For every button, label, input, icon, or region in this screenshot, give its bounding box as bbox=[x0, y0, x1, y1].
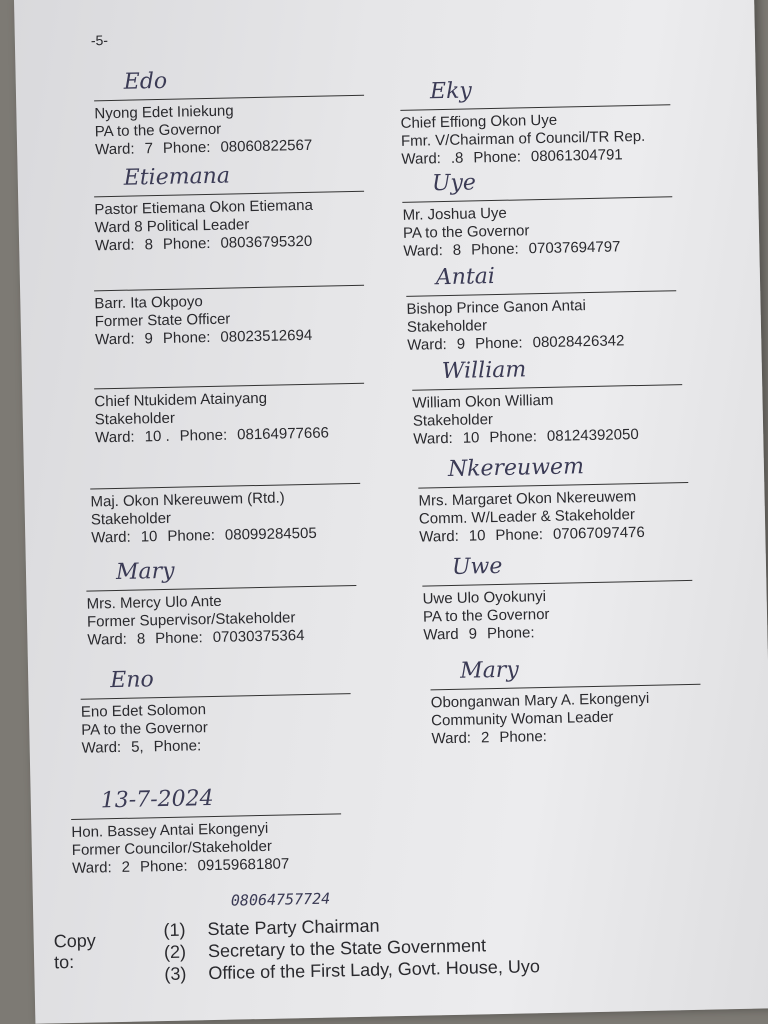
signatory-entry bbox=[94, 68, 395, 159]
signature: Etiemana bbox=[123, 163, 231, 191]
signatory-entry bbox=[406, 263, 707, 355]
phone-label: Phone: bbox=[162, 234, 211, 253]
phone-label: Phone: bbox=[167, 526, 216, 545]
phone-value: 08099284505 bbox=[224, 524, 317, 544]
signature: 13-7-2024 bbox=[100, 785, 214, 814]
phone-label: Phone: bbox=[179, 426, 228, 445]
ward-value: 9 bbox=[456, 335, 466, 353]
ward-label: Ward: bbox=[87, 630, 128, 649]
ward-label: Ward: bbox=[94, 236, 135, 255]
phone-label: Phone: bbox=[470, 240, 519, 259]
ward-value: .8 bbox=[450, 149, 464, 167]
phone-label: Phone: bbox=[499, 728, 548, 746]
signatory-role: PA to the Governor bbox=[402, 222, 530, 242]
signatory-entry bbox=[94, 284, 395, 349]
signatory-role: Former Supervisor/Stakeholder bbox=[86, 609, 296, 631]
signatory-name: Chief Effiong Okon Uye bbox=[400, 111, 558, 132]
phone-label: Phone: bbox=[474, 334, 523, 353]
ward-label: Ward: bbox=[431, 729, 472, 748]
signatory-role: Former State Officer bbox=[94, 310, 231, 331]
ward-value: 8 bbox=[136, 630, 146, 648]
ward-value: 5, bbox=[130, 738, 144, 756]
ward-value: 7 bbox=[144, 140, 154, 158]
signatory-role: Stakeholder bbox=[406, 317, 488, 336]
signature: Mary bbox=[459, 657, 519, 684]
signatory-entry bbox=[71, 785, 372, 878]
document-page bbox=[14, 0, 768, 1024]
signatory-entry bbox=[422, 553, 723, 644]
phone-value: 07037694797 bbox=[528, 238, 621, 258]
phone-label: Phone: bbox=[473, 148, 522, 167]
copy-item-number: (3) bbox=[164, 963, 187, 985]
ward-label: Ward: bbox=[413, 429, 453, 448]
ward-value: 10 bbox=[468, 527, 486, 545]
signatory-name: William Okon William bbox=[412, 391, 554, 412]
signatory-entry bbox=[80, 667, 382, 757]
signatory-name: Mr. Joshua Uye bbox=[402, 204, 507, 224]
ward-value: 10 . bbox=[144, 427, 170, 446]
signature: Mary bbox=[115, 558, 175, 585]
phone-label: Phone: bbox=[162, 328, 211, 347]
copy-item-number: (2) bbox=[163, 941, 187, 963]
signatory-entry bbox=[94, 382, 395, 447]
phone-label: Phone: bbox=[153, 737, 202, 756]
signatory-role: Ward 8 Political Leader bbox=[94, 216, 250, 237]
ward-label: Ward: bbox=[81, 738, 122, 757]
ward-value: 8 bbox=[452, 241, 462, 259]
ward-value: 2 bbox=[480, 729, 490, 747]
signatory-name: Bishop Prince Ganon Antai bbox=[406, 297, 587, 318]
signatory-role: Stakeholder bbox=[94, 409, 176, 429]
phone-value: 08061304791 bbox=[530, 146, 623, 166]
signatory-name: Eno Edet Solomon bbox=[80, 701, 207, 721]
phone-value: 08164977666 bbox=[237, 424, 330, 444]
signature: Eno bbox=[110, 667, 155, 694]
signatory-entry bbox=[402, 170, 703, 261]
copy-item-text: Office of the First Lady, Govt. House, Uyo bbox=[208, 956, 541, 984]
phone-value: 08036795320 bbox=[220, 232, 313, 252]
signatory-entry bbox=[86, 558, 387, 649]
signatory-name: Mrs. Mercy Ulo Ante bbox=[86, 592, 222, 613]
signatory-name: Pastor Etiemana Okon Etiemana bbox=[94, 196, 313, 219]
signature: Edo bbox=[123, 68, 168, 95]
ward-label: Ward: bbox=[94, 140, 135, 159]
signatory-name: Uwe Ulo Oyokunyi bbox=[422, 587, 547, 608]
phone-label: Phone: bbox=[162, 138, 211, 157]
phone-label: Phone: bbox=[486, 624, 535, 643]
ward-label: Ward: bbox=[403, 242, 443, 260]
copy-item-text: State Party Chairman bbox=[207, 915, 380, 940]
signatory-name: Maj. Okon Nkereuwem (Rtd.) bbox=[90, 489, 285, 511]
copy-item-text: Secretary to the State Government bbox=[207, 935, 487, 962]
ward-label: Ward: bbox=[407, 336, 447, 354]
signatory-entry bbox=[412, 357, 713, 448]
phone-label: Phone: bbox=[489, 428, 538, 447]
signature: Antai bbox=[435, 263, 496, 291]
ward-value: 2 bbox=[121, 858, 131, 876]
ward-value: 10 bbox=[140, 528, 158, 546]
ward-label: Ward: bbox=[419, 527, 459, 546]
signatory-name: Chief Ntukidem Atainyang bbox=[94, 389, 268, 411]
signatory-name: Obonganwan Mary A. Ekongenyi bbox=[430, 689, 650, 712]
ward-label: Ward: bbox=[91, 528, 131, 547]
copy-item-number: (1) bbox=[163, 919, 186, 941]
signatory-entry bbox=[418, 454, 719, 546]
signature: Uye bbox=[431, 170, 477, 197]
signature: Eky bbox=[429, 78, 473, 105]
signatory-entry bbox=[400, 78, 701, 169]
signatory-role: PA to the Governor bbox=[422, 605, 550, 626]
signature: Uwe bbox=[451, 553, 503, 580]
ward-label: Ward: bbox=[72, 859, 112, 877]
ward-label: Ward: bbox=[401, 150, 442, 168]
signatory-role: Comm. W/Leader & Stakeholder bbox=[418, 506, 636, 528]
phone-value: 08060822567 bbox=[220, 136, 313, 156]
signature: Nkereuwem bbox=[447, 454, 585, 483]
ward-value: 10 bbox=[462, 429, 480, 447]
signatory-name: Hon. Bassey Antai Ekongenyi bbox=[71, 819, 269, 841]
phone-value: 08124392050 bbox=[546, 426, 639, 445]
signatory-entry bbox=[430, 657, 732, 748]
signatory-role: PA to the Governor bbox=[94, 120, 222, 141]
ward-value: 9 bbox=[468, 625, 478, 643]
phone-value: 08023512694 bbox=[220, 326, 313, 346]
phone-value: 07067097476 bbox=[552, 523, 645, 543]
signatory-role: Stakeholder bbox=[90, 509, 172, 529]
signatory-role: Fmr. V/Chairman of Council/TR Rep. bbox=[400, 127, 646, 150]
phone-label: Phone: bbox=[155, 629, 203, 648]
ward-value: 9 bbox=[144, 330, 154, 348]
ward-label: Ward bbox=[423, 625, 459, 644]
signatory-name: Mrs. Margaret Okon Nkereuwem bbox=[418, 488, 637, 510]
signatory-name: Nyong Edet Iniekung bbox=[94, 102, 234, 123]
signature: William bbox=[441, 357, 527, 385]
signatory-role: Community Woman Leader bbox=[431, 708, 614, 730]
phone-value: 09159681807 bbox=[197, 855, 290, 875]
phone-value: 08028426342 bbox=[532, 332, 625, 352]
page-number: -5- bbox=[90, 32, 109, 49]
signatory-role: Former Councilor/Stakeholder bbox=[71, 837, 273, 859]
ward-value: 8 bbox=[144, 236, 154, 254]
signatory-role: Stakeholder bbox=[412, 411, 494, 430]
signatory-role: PA to the Governor bbox=[81, 719, 208, 739]
signatory-name: Barr. Ita Okpoyo bbox=[94, 293, 203, 313]
ward-label: Ward: bbox=[95, 428, 135, 447]
signatory-entry bbox=[90, 482, 391, 547]
phone-value: 07030375364 bbox=[212, 627, 305, 646]
phone-label: Phone: bbox=[139, 857, 188, 876]
copy-to-label: Copy to: bbox=[53, 930, 96, 973]
handwritten-phone: 08064757724 bbox=[230, 889, 331, 910]
phone-label: Phone: bbox=[495, 526, 544, 545]
ward-label: Ward: bbox=[94, 330, 135, 349]
signatory-entry bbox=[94, 163, 395, 255]
